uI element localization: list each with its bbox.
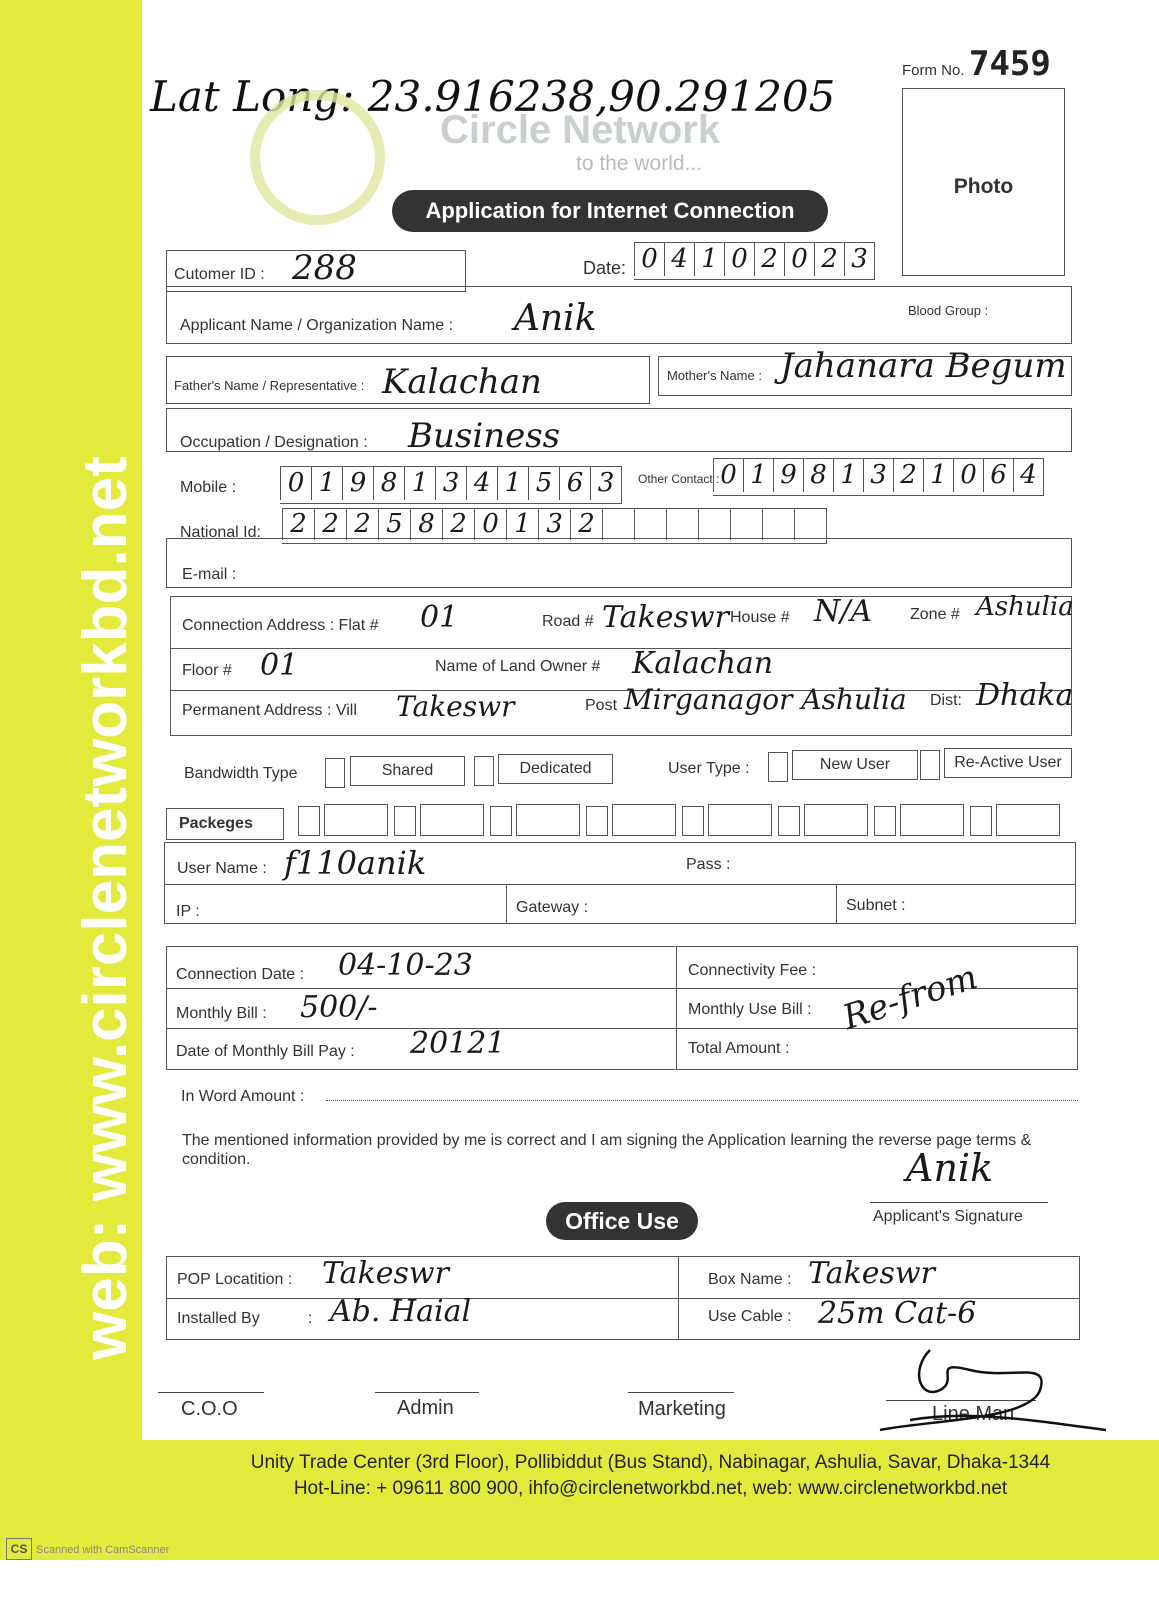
father-value: Kalachan <box>382 362 542 402</box>
shared-checkbox[interactable] <box>325 758 345 788</box>
form-no-value: 7459 <box>968 44 1051 84</box>
digit-box: 1 <box>833 459 863 492</box>
digit-box: 9 <box>342 467 373 500</box>
mother-label: Mother's Name : <box>667 368 762 383</box>
email-label: E-mail : <box>182 566 237 583</box>
bill-pay-value: 20121 <box>410 1026 506 1061</box>
brand-tagline: to the world... <box>576 152 703 175</box>
digit-box: 2 <box>893 459 923 492</box>
package-checkbox[interactable] <box>586 806 608 836</box>
bandwidth-label: Bandwidth Type <box>184 765 298 782</box>
date-digits[interactable] <box>634 242 875 280</box>
father-label: Father's Name / Representative : <box>174 378 365 393</box>
handwritten-latlong: Lat Long: 23.916238,90.291205 <box>150 72 836 121</box>
new-user-option[interactable]: New User <box>792 750 918 780</box>
gateway-label: Gateway : <box>516 899 589 916</box>
package-field[interactable] <box>516 804 580 836</box>
digit-box <box>762 509 794 540</box>
road-value: Takeswr <box>602 600 729 635</box>
digit-box: 2 <box>282 509 314 540</box>
lineman-signature <box>870 1330 1110 1440</box>
pop-label: POP Locatition : <box>177 1271 293 1288</box>
digit-box: 0 <box>953 459 983 492</box>
package-checkbox[interactable] <box>874 806 896 836</box>
digit-box <box>666 509 698 540</box>
pop-value: Takeswr <box>322 1256 449 1291</box>
package-field[interactable] <box>804 804 868 836</box>
footer-band <box>142 1440 1159 1560</box>
brand-name: Circle Network <box>440 108 721 152</box>
billing-vdivider <box>676 946 677 1070</box>
form-no-label: Form No. <box>902 62 965 79</box>
account-divider <box>164 884 1076 885</box>
digit-box <box>602 509 634 540</box>
shared-option[interactable]: Shared <box>350 756 465 786</box>
user-type-label: User Type : <box>668 760 750 777</box>
blood-group-label: Blood Group : <box>908 303 989 318</box>
conn-address-label: Connection Address : Flat # <box>182 617 379 634</box>
dist-label: Dist: <box>930 692 962 709</box>
pass-label: Pass : <box>686 856 731 873</box>
digit-box: 3 <box>863 459 893 492</box>
monthly-use-label: Monthly Use Bill : <box>688 1001 812 1018</box>
applicant-value: Anik <box>514 298 597 339</box>
monthly-bill-value: 500/- <box>300 990 378 1025</box>
house-label: House # <box>730 609 790 626</box>
floor-value: 01 <box>260 648 299 683</box>
reactive-user-option[interactable]: Re-Active User <box>944 748 1072 778</box>
digit-box: 3 <box>538 509 570 540</box>
package-checkbox[interactable] <box>298 806 320 836</box>
declaration-text: The mentioned information provided by me is correct and I am signing the Application learning the reverse page terms & condition. <box>182 1132 1032 1168</box>
digit-box: 4 <box>1013 459 1043 492</box>
vill-value: Takeswr <box>396 690 515 723</box>
digit-box: 4 <box>664 243 694 276</box>
in-word-line[interactable] <box>326 1100 1078 1101</box>
photo-box <box>902 88 1065 276</box>
ip-label: IP : <box>176 903 200 920</box>
account-vdivider-2 <box>836 884 837 924</box>
package-checkbox[interactable] <box>970 806 992 836</box>
floor-label: Floor # <box>182 662 232 679</box>
form-title: Application for Internet Connection <box>392 190 828 232</box>
mobile-digits[interactable] <box>280 466 622 504</box>
perm-address-label: Permanent Address : Vill <box>182 702 357 719</box>
conn-date-value: 04-10-23 <box>338 948 473 983</box>
digit-box <box>730 509 762 540</box>
package-checkbox[interactable] <box>394 806 416 836</box>
digit-box: 1 <box>506 509 538 540</box>
billing-divider-2 <box>166 1028 1078 1029</box>
package-field[interactable] <box>324 804 388 836</box>
dist-value: Dhaka <box>976 678 1074 713</box>
scanner-badge: CS <box>6 1538 32 1560</box>
conn-fee-label: Connectivity Fee : <box>688 962 817 979</box>
occupation-value: Business <box>408 416 561 456</box>
applicant-sig-label: Applicant's Signature <box>873 1208 1023 1225</box>
post-value: Mirganagor Ashulia <box>624 683 907 716</box>
digit-box: 2 <box>346 509 378 540</box>
email-row[interactable] <box>166 538 1072 588</box>
digit-box: 0 <box>713 459 743 492</box>
nid-label: National Id: <box>180 524 261 541</box>
digit-box <box>794 509 826 540</box>
packages-label: Packeges <box>166 808 284 840</box>
footer-address: Unity Trade Center (3rd Floor), Pollibiddut (Bus Stand), Nabinagar, Ashulia, Savar, Dhaka-1344 <box>250 1452 1051 1473</box>
installed-value: Ab. Haial <box>330 1294 472 1329</box>
digit-box: 3 <box>590 467 621 500</box>
sidebar-website: web: www.circlenetworkbd.net <box>71 456 140 1360</box>
other-contact-label: Other Contact : <box>638 472 720 486</box>
form-number <box>902 44 1051 84</box>
cable-label: Use Cable : <box>708 1308 792 1325</box>
account-vdivider-1 <box>506 884 507 924</box>
reactive-user-checkbox[interactable] <box>920 750 940 780</box>
package-field[interactable] <box>612 804 676 836</box>
digit-box: 0 <box>474 509 506 540</box>
digit-box: 3 <box>435 467 466 500</box>
zone-label: Zone # <box>910 606 960 623</box>
digit-box: 1 <box>694 243 724 276</box>
digit-box: 2 <box>314 509 346 540</box>
digit-box: 3 <box>844 243 874 276</box>
occupation-label: Occupation / Designation : <box>180 434 368 451</box>
digit-box: 1 <box>743 459 773 492</box>
digit-box: 6 <box>983 459 1013 492</box>
cable-value: 25m Cat-6 <box>818 1296 977 1331</box>
office-vdivider <box>678 1256 679 1340</box>
new-user-checkbox[interactable] <box>768 752 788 782</box>
digit-box: 5 <box>378 509 410 540</box>
admin-label: Admin <box>397 1397 454 1419</box>
flat-value: 01 <box>420 600 459 635</box>
marketing-label: Marketing <box>638 1398 726 1420</box>
digit-box: 2 <box>442 509 474 540</box>
road-label: Road # <box>542 613 594 630</box>
package-checkbox[interactable] <box>778 806 800 836</box>
customer-id-label: Cutomer ID : <box>174 266 265 283</box>
fee-note: Re-from <box>838 957 983 1039</box>
digit-box: 2 <box>814 243 844 276</box>
subnet-label: Subnet : <box>846 897 906 914</box>
total-label: Total Amount : <box>688 1040 790 1057</box>
lineman-label: Line Man <box>932 1403 1015 1425</box>
digit-box: 0 <box>724 243 754 276</box>
land-owner-value: Kalachan <box>632 646 774 681</box>
admin-sig-line <box>375 1392 479 1393</box>
scanner-text: Scanned with CamScanner <box>36 1544 170 1556</box>
date-label: Date: <box>583 258 627 278</box>
digit-box: 9 <box>773 459 803 492</box>
digit-box: 8 <box>410 509 442 540</box>
digit-box: 0 <box>784 243 814 276</box>
digit-box <box>634 509 666 540</box>
digit-box: 1 <box>404 467 435 500</box>
digit-box: 0 <box>280 467 311 500</box>
brand-logo <box>250 90 385 225</box>
digit-box: 1 <box>311 467 342 500</box>
digit-box: 4 <box>466 467 497 500</box>
conn-date-label: Connection Date : <box>176 966 305 983</box>
box-name-label: Box Name : <box>708 1271 792 1288</box>
username-value: f110anik <box>284 844 427 882</box>
applicant-label: Applicant Name / Organization Name : <box>180 317 454 334</box>
digit-box: 1 <box>497 467 528 500</box>
address-divider-1 <box>170 648 1072 649</box>
mobile-label: Mobile : <box>180 479 237 496</box>
applicant-sig-line <box>870 1202 1048 1203</box>
package-checkbox[interactable] <box>682 806 704 836</box>
dedicated-option[interactable]: Dedicated <box>498 754 613 784</box>
monthly-bill-label: Monthly Bill : <box>176 1005 267 1022</box>
package-field[interactable] <box>420 804 484 836</box>
package-field[interactable] <box>996 804 1060 836</box>
installed-label: Installed By <box>177 1310 260 1327</box>
username-label: User Name : <box>177 860 267 877</box>
bill-pay-label: Date of Monthly Bill Pay : <box>176 1043 355 1060</box>
customer-id-value: 288 <box>292 248 357 288</box>
coo-sig-line <box>158 1392 264 1393</box>
mother-value: Jahanara Begum <box>780 346 1067 386</box>
digit-box: 0 <box>634 243 664 276</box>
digit-box: 5 <box>528 467 559 500</box>
footer-hotline: Hot-Line: + 09611 800 900, ihfo@circlenetworkbd.net, web: www.circlenetworkbd.net <box>293 1478 1008 1499</box>
in-word-label: In Word Amount : <box>181 1088 305 1105</box>
package-field[interactable] <box>708 804 772 836</box>
digit-box: 6 <box>559 467 590 500</box>
box-name-value: Takeswr <box>808 1256 935 1291</box>
applicant-signature: Anik <box>906 1146 994 1190</box>
coo-label: C.O.O <box>181 1398 238 1420</box>
photo-label: Photo <box>953 175 1014 198</box>
digit-box: 1 <box>923 459 953 492</box>
other-contact-digits[interactable] <box>713 458 1044 496</box>
marketing-sig-line <box>628 1392 734 1393</box>
dedicated-checkbox[interactable] <box>474 756 494 786</box>
digit-box <box>698 509 730 540</box>
post-label: Post <box>585 697 618 714</box>
package-checkbox[interactable] <box>490 806 512 836</box>
house-value: N/A <box>814 594 873 629</box>
digit-box: 2 <box>754 243 784 276</box>
office-use-title: Office Use <box>546 1202 698 1240</box>
package-field[interactable] <box>900 804 964 836</box>
land-owner-label: Name of Land Owner # <box>435 658 601 675</box>
zone-value: Ashulia <box>976 592 1074 622</box>
digit-box: 8 <box>373 467 404 500</box>
digit-box: 2 <box>570 509 602 540</box>
digit-box: 8 <box>803 459 833 492</box>
address-divider-2 <box>170 690 1072 691</box>
installed-colon: : <box>308 1310 313 1327</box>
yellow-sidebar <box>0 0 142 1560</box>
